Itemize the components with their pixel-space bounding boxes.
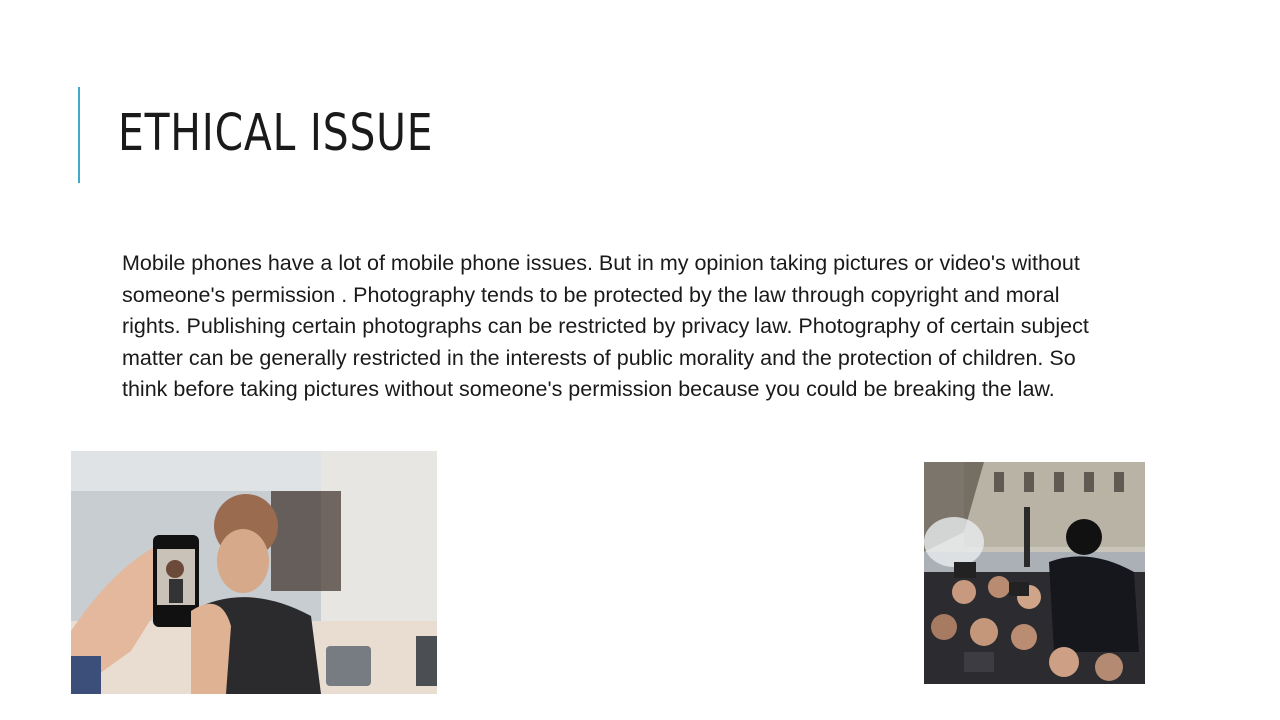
slide-body-text: Mobile phones have a lot of mobile phone issues. But in my opinion taking pictures or video's without someone's permission . Photography tends to be protected by the law through copyright and moral rights. Publishing certain photographs can be restricted by privacy law. Photography of certain subject matter can be generally restricted in the interests of public morality and the protection of children. So think before taking pictures without someone's permission because you could be breaking the law.	[122, 251, 1089, 401]
phone-photo-image	[71, 451, 437, 694]
slide-title: ETHICAL ISSUE	[118, 104, 434, 163]
title-accent-bar	[78, 87, 80, 183]
protest-photo-image	[924, 462, 1145, 684]
